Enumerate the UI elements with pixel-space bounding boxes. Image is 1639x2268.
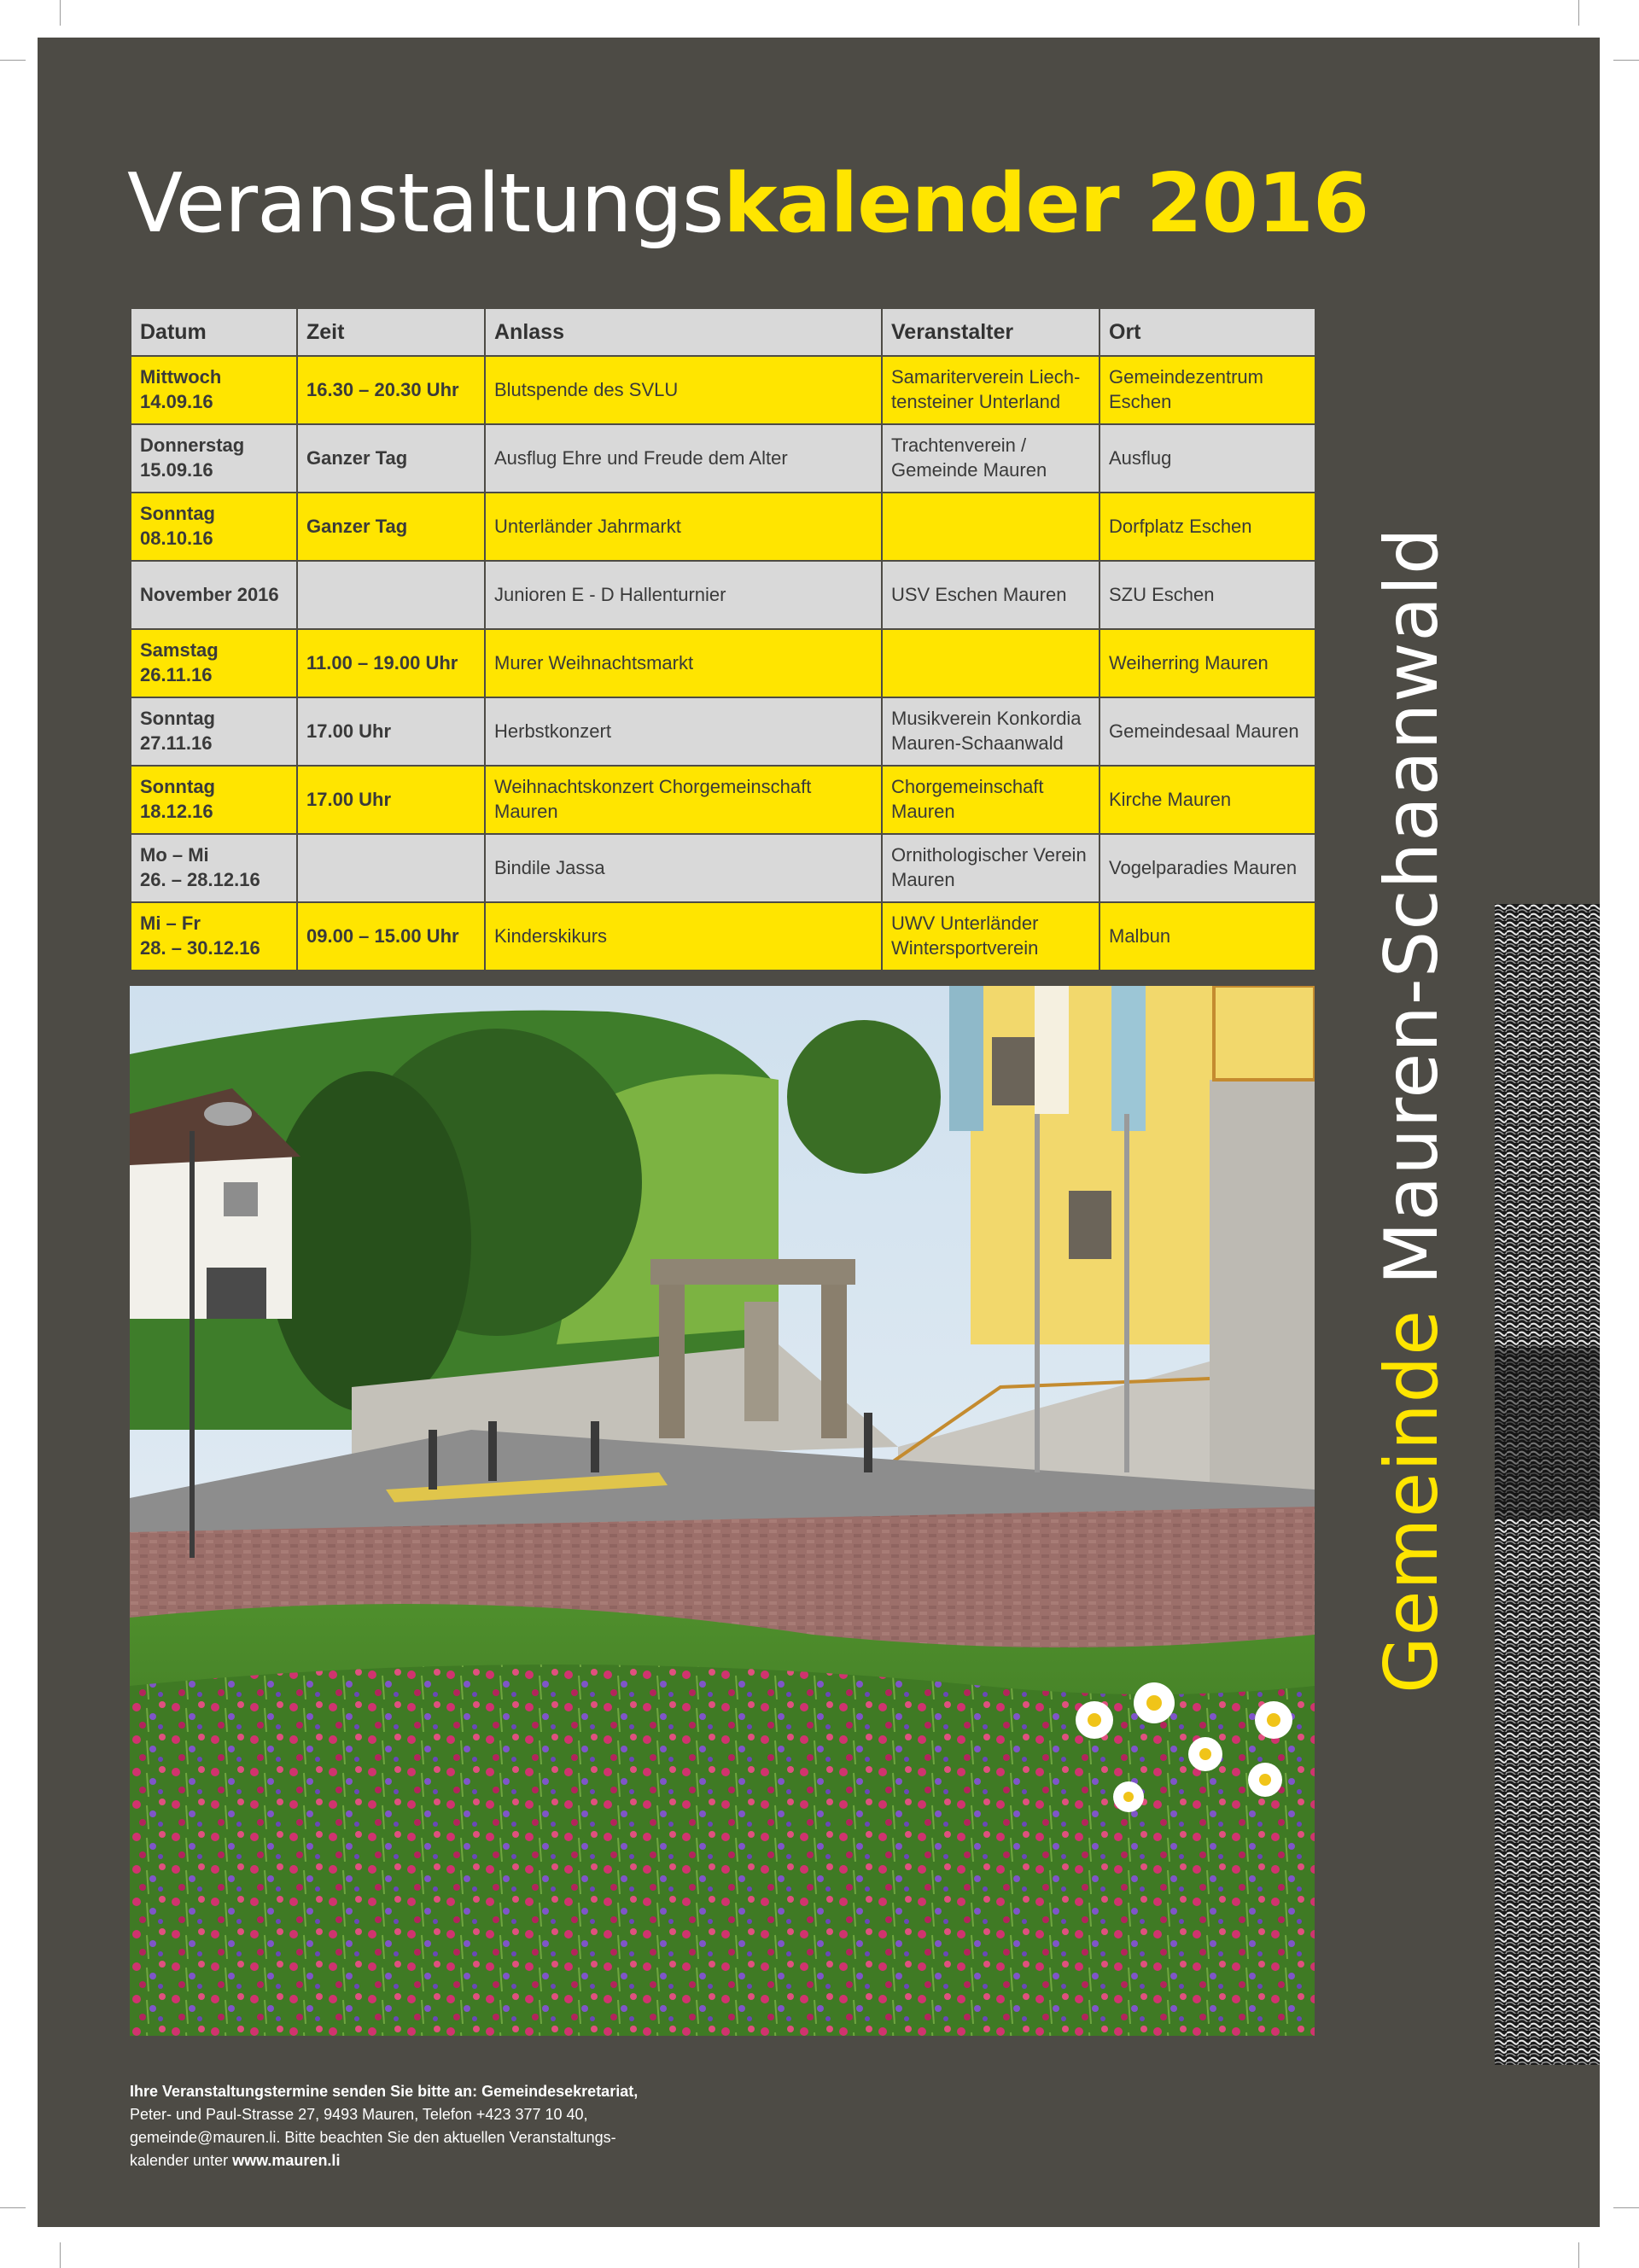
cell-datum: Donnerstag 15.09.16: [131, 424, 297, 493]
table-row: [131, 561, 1315, 629]
cell-anlass: Herbstkonzert: [485, 697, 882, 766]
cell-ort: Gemeindesaal Mauren: [1099, 697, 1315, 766]
crop-mark: [60, 2242, 61, 2268]
cell-anlass: Bindile Jassa: [485, 834, 882, 902]
cell-datum: Samstag 26.11.16: [131, 629, 297, 697]
cell-zeit: 09.00 – 15.00 Uhr: [297, 902, 485, 971]
cell-zeit: [297, 561, 485, 629]
cell-anlass: Weihnachtskonzert Chorgemeinschaft Mauren: [485, 766, 882, 834]
cell-zeit: 17.00 Uhr: [297, 697, 485, 766]
page-title: [127, 157, 1368, 251]
cell-datum: Sonntag 18.12.16: [131, 766, 297, 834]
footer-contact-text: Ihre Veranstaltungstermine senden Sie bitte an: Gemeindesekretariat, Peter- und Paul-Strasse 27, 9493 Mauren, Telefon +423 377 10 40, gemeinde@mauren.li. Bitte beachten Sie den aktuellen Veranstaltungs- kalender unter www.mauren.li: [130, 2083, 639, 2169]
events-table: [130, 307, 1316, 971]
crop-mark: [1578, 0, 1579, 26]
crop-mark: [1613, 2207, 1639, 2208]
table-header-row: [131, 308, 1315, 356]
decorative-texture-stripe: [1495, 904, 1600, 2065]
cell-ort: Vogelparadies Mauren: [1099, 834, 1315, 902]
cell-anlass: Murer Weihnachtsmarkt: [485, 629, 882, 697]
table-row: [131, 902, 1315, 971]
cell-veranstalter: Samariterverein Liech- tensteiner Unterland: [882, 356, 1099, 424]
header-datum: Datum: [131, 308, 297, 356]
cell-zeit: 16.30 – 20.30 Uhr: [297, 356, 485, 424]
crop-mark: [0, 60, 26, 61]
cell-zeit: 17.00 Uhr: [297, 766, 485, 834]
cell-datum: Mittwoch 14.09.16: [131, 356, 297, 424]
header-anlass: Anlass: [485, 308, 882, 356]
table-row: [131, 834, 1315, 902]
cell-anlass: Blutspende des SVLU: [485, 356, 882, 424]
cell-datum: November 2016: [131, 561, 297, 629]
title-highlight: kalender 2016: [723, 157, 1369, 251]
cell-datum: Mi – Fr 28. – 30.12.16: [131, 902, 297, 971]
cell-zeit: Ganzer Tag: [297, 424, 485, 493]
cell-ort: SZU Eschen: [1099, 561, 1315, 629]
header-zeit: Zeit: [297, 308, 485, 356]
side-title-white: Mauren-Schaanwald: [1369, 527, 1455, 1286]
cell-veranstalter: Ornithologischer Verein Mauren: [882, 834, 1099, 902]
cell-anlass: Kinderskikurs: [485, 902, 882, 971]
title-regular: Veranstaltungs: [127, 157, 724, 251]
village-photo: [130, 986, 1315, 2036]
cell-veranstalter: Trachtenverein / Gemeinde Mauren: [882, 424, 1099, 493]
footer-website: www.mauren.li: [232, 2152, 341, 2169]
cell-anlass: Junioren E - D Hallenturnier: [485, 561, 882, 629]
cell-datum: Sonntag 27.11.16: [131, 697, 297, 766]
header-veranstalter: Veranstalter: [882, 308, 1099, 356]
cell-ort: Kirche Mauren: [1099, 766, 1315, 834]
table-row: [131, 493, 1315, 561]
cell-anlass: Unterländer Jahrmarkt: [485, 493, 882, 561]
side-title-vertical: [1369, 527, 1455, 1694]
crop-mark: [1578, 2242, 1579, 2268]
table-row: [131, 629, 1315, 697]
cell-veranstalter: Musikverein Konkordia Mauren-Schaanwald: [882, 697, 1099, 766]
cell-ort: Ausflug: [1099, 424, 1315, 493]
table-row: [131, 424, 1315, 493]
header-ort: Ort: [1099, 308, 1315, 356]
cell-ort: Weiherring Mauren: [1099, 629, 1315, 697]
cell-veranstalter: [882, 629, 1099, 697]
cell-datum: Sonntag 08.10.16: [131, 493, 297, 561]
crop-mark: [0, 2207, 26, 2208]
cell-zeit: 11.00 – 19.00 Uhr: [297, 629, 485, 697]
crop-mark: [1613, 60, 1639, 61]
side-title-yellow: Gemeinde: [1369, 1285, 1455, 1694]
crop-mark: [60, 0, 61, 26]
cell-ort: Dorfplatz Eschen: [1099, 493, 1315, 561]
cell-ort: Gemeindezentrum Eschen: [1099, 356, 1315, 424]
cell-veranstalter: [882, 493, 1099, 561]
cell-veranstalter: Chorgemeinschaft Mauren: [882, 766, 1099, 834]
table-row: [131, 697, 1315, 766]
cell-ort: Malbun: [1099, 902, 1315, 971]
cell-zeit: [297, 834, 485, 902]
cell-veranstalter: USV Eschen Mauren: [882, 561, 1099, 629]
cell-datum: Mo – Mi 26. – 28.12.16: [131, 834, 297, 902]
cell-veranstalter: UWV Unterländer Wintersportverein: [882, 902, 1099, 971]
cell-anlass: Ausflug Ehre und Freude dem Alter: [485, 424, 882, 493]
table-row: [131, 356, 1315, 424]
cell-zeit: Ganzer Tag: [297, 493, 485, 561]
table-row: [131, 766, 1315, 834]
poster-panel: [38, 38, 1600, 2227]
